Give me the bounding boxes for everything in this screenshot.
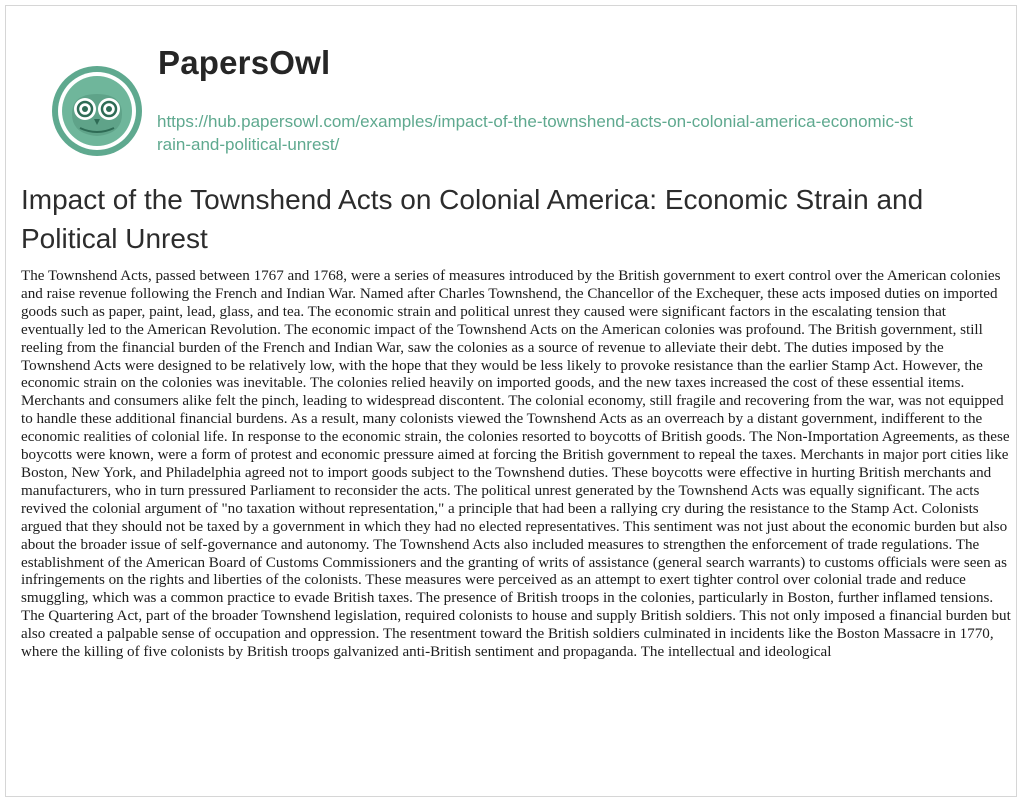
source-url-link[interactable]: https://hub.papersowl.com/examples/impact-of-the-townshend-acts-on-colonial-america-economic-strain-and-political-unrest/ xyxy=(157,112,913,154)
header xyxy=(6,6,1016,166)
document-body: The Townshend Acts, passed between 1767 and 1768, were a series of measures introduced by the British government to exert control over the American colonies and raise revenue following the French and Indian War. Named after Charles Townshend, the Chancellor of the Exchequer, these acts imposed duties on imported goods such as paper, paint, lead, glass, and tea. The economic strain and political unrest they caused were significant factors in the escalating tension that eventually led to the American Revolution. The economic impact of the Townshend Acts on the American colonies was profound. The British government, still reeling from the financial burden of the French and Indian War, saw the colonies as a source of revenue to alleviate their debt. The duties imposed by the Townshend Acts were designed to be relatively low, with the hope that they would be less likely to provoke resistance than the earlier Stamp Act. However, the economic strain on the colonies was inevitable. The colonies relied heavily on imported goods, and the new taxes increased the cost of these essential items. Merchants and consumers alike felt the pinch, leading to widespread discontent. The colonial economy, still fragile and recovering from the war, was not equipped to handle these additional financial burdens. As a result, many colonists viewed the Townshend Acts as an overreach by a distant government, indifferent to the economic realities of colonial life. In response to the economic strain, the colonies resorted to boycotts of British goods. The Non-Importation Agreements, as these boycotts were known, were a form of protest and economic pressure aimed at forcing the British government to repeal the taxes. Merchants in major port cities like Boston, New York, and Philadelphia agreed not to import goods subject to the Townshend duties. These boycotts were effective in hurting British merchants and manufacturers, who in turn pressured Parliament to reconsider the acts. The political unrest generated by the Townshend Acts was equally significant. The acts revived the colonial argument of "no taxation without representation," a principle that had been a rallying cry during the resistance to the Stamp Act. Colonists argued that they should not be taxed by a government in which they had no elected representatives. This sentiment was not just about the economic burden but also about the broader issue of self-governance and autonomy. The Townshend Acts also included measures to strengthen the enforcement of trade regulations. The establishment of the American Board of Customs Commissioners and the granting of writs of assistance (general search warrants) to customs officials were seen as infringements on the rights and liberties of the colonists. These measures were perceived as an attempt to exert tighter control over colonial trade and reduce smuggling, which was a common practice to evade British taxes. The presence of British troops in the colonies, particularly in Boston, further inflamed tensions. The Quartering Act, part of the broader Townshend legislation, required colonists to house and supply British soldiers. This not only imposed a financial burden but also created a palpable sense of occupation and oppression. The resentment toward the British soldiers culminated in incidents like the Boston Massacre in 1770, where the killing of five colonists by British troops galvanized anti-British sentiment and propaganda. The intellectual and ideological xyxy=(21,268,1011,661)
document-page xyxy=(5,5,1017,797)
brand-name: PapersOwl xyxy=(158,44,331,81)
document-title: Impact of the Townshend Acts on Colonial America: Economic Strain and Political Unrest xyxy=(21,184,924,254)
owl-logo-icon xyxy=(50,64,144,158)
